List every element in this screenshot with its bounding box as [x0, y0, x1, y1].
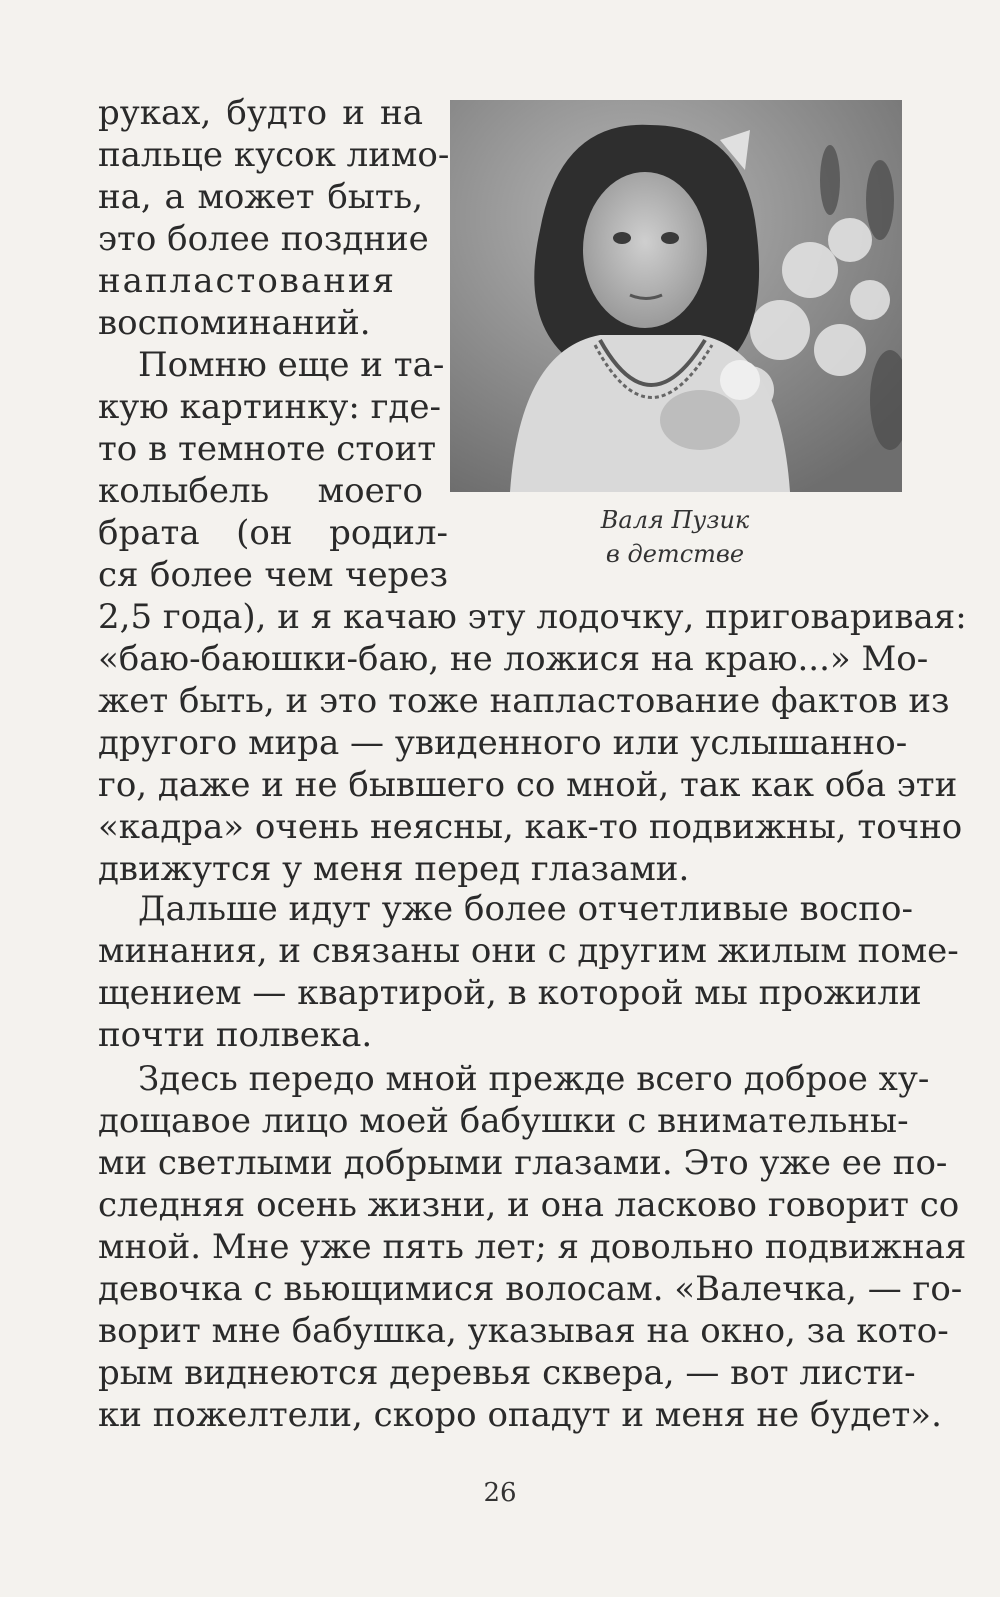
text-line: минания, и связаны они с другим жилым поме-	[98, 931, 959, 971]
photo-caption-line-1: Валя Пузик	[600, 506, 750, 534]
text-line: другого мира — увиденного или услышанно-	[98, 723, 908, 763]
text-line: мной. Мне уже пять лет; я довольно подвижная	[98, 1227, 967, 1267]
text-line: движутся у меня перед глазами.	[98, 849, 690, 889]
text-line: девочка с вьющимися волосам. «Валечка, — го-	[98, 1269, 963, 1309]
text-line: воспоминаний.	[98, 303, 371, 343]
portrait-photo-image	[450, 100, 902, 492]
text-line: дощавое лицо моей бабушки с внимательны-	[98, 1101, 909, 1141]
text-line: Здесь передо мной прежде всего доброе ху-	[138, 1059, 930, 1099]
text-line: кую картинку: где-	[98, 387, 441, 427]
text-line: почти полвека.	[98, 1015, 373, 1055]
text-line: напластования	[98, 261, 396, 301]
text-line: это более поздние	[98, 219, 429, 259]
text-line: ворит мне бабушка, указывая на окно, за кото-	[98, 1311, 949, 1351]
text-line: «баю-баюшки-баю, не ложися на краю...» Мо-	[98, 639, 929, 679]
text-line: Дальше идут уже более отчетливые воспо-	[138, 889, 913, 929]
text-line: го, даже и не бывшего со мной, так как оба эти	[98, 765, 958, 805]
text-line: Помню еще и та-	[138, 345, 445, 385]
photo-caption-line-2: в детстве	[605, 540, 745, 568]
text-line: на, а может быть,	[98, 177, 423, 217]
text-line: брата (он родил-	[98, 513, 448, 553]
text-line: руках, будто и на	[98, 93, 423, 133]
text-line: колыбель моего	[98, 471, 423, 511]
text-line: следняя осень жизни, и она ласково говорит со	[98, 1185, 960, 1225]
portrait-photo	[450, 100, 902, 492]
text-line: «кадра» очень неясны, как-то подвижны, точно	[98, 807, 963, 847]
text-line: рым виднеются деревья сквера, — вот листи-	[98, 1353, 916, 1393]
text-line: жет быть, и это тоже напластование фактов из	[98, 681, 950, 721]
text-line: 2,5 года), и я качаю эту лодочку, приговаривая:	[98, 597, 967, 637]
text-line: ми светлыми добрыми глазами. Это уже ее по-	[98, 1143, 948, 1183]
text-line: щением — квартирой, в которой мы прожили	[98, 973, 922, 1013]
text-line: ки пожелтели, скоро опадут и меня не будет».	[98, 1395, 942, 1435]
text-line: то в темноте стоит	[98, 429, 437, 469]
page-number: 26	[483, 1478, 517, 1508]
text-line: пальце кусок лимо-	[98, 135, 450, 175]
text-line: ся более чем через	[98, 555, 448, 595]
